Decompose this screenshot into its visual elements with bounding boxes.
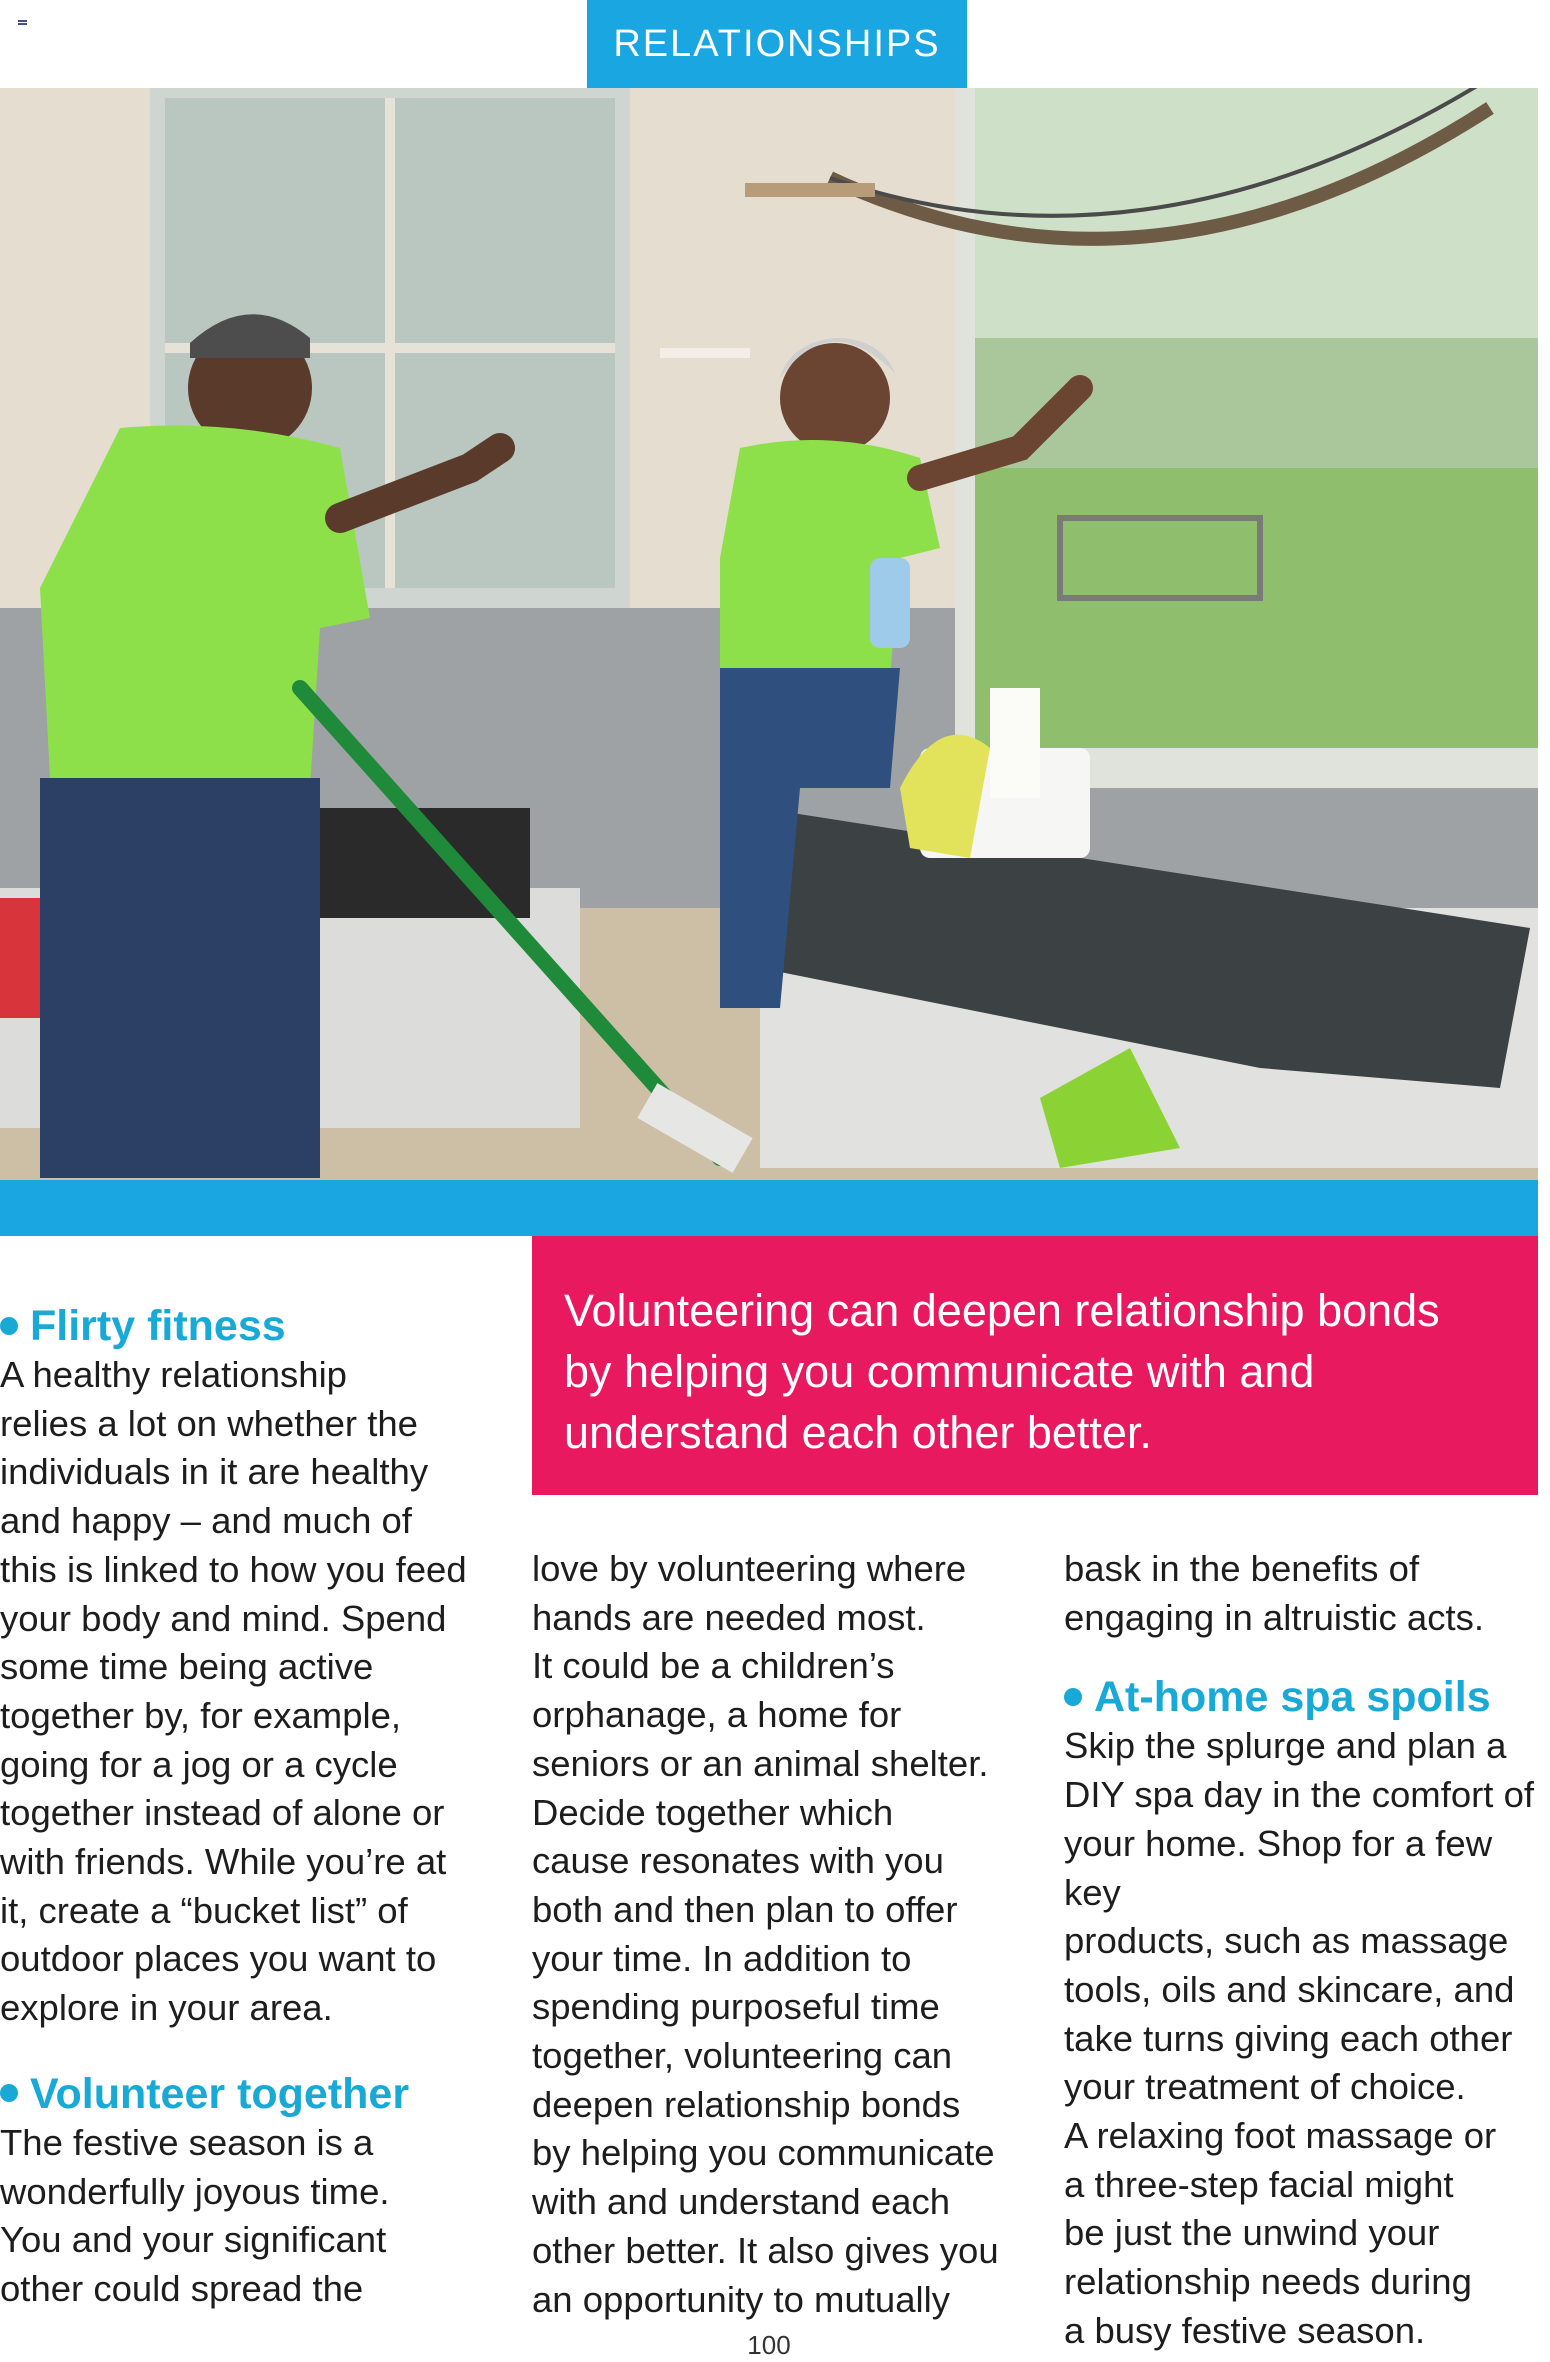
text-line: The festive season is a (0, 2121, 374, 2163)
text-line: A healthy relationship (0, 1354, 347, 1395)
article-column-1 (0, 1301, 520, 2314)
accent-band (0, 1180, 1538, 1236)
text-line: it, create a “bucket list” of (0, 1889, 408, 1931)
article-column-3 (1064, 1545, 1550, 2356)
bullet-icon (1064, 1688, 1082, 1706)
heading-volunteer-together: Volunteer together (0, 2069, 520, 2119)
text-line: You and your significant (0, 2219, 387, 2261)
text-line: with and understand each (532, 2181, 951, 2223)
section-label: RELATIONSHIPS (613, 22, 941, 65)
text-line: cause resonates with you (532, 1840, 944, 1882)
hero-photo (0, 88, 1538, 1180)
bullet-icon (0, 2084, 18, 2102)
text-line: your treatment of choice. (1064, 2066, 1466, 2108)
text-line: explore in your area. (0, 1987, 333, 2029)
text-line: be just the unwind your (1064, 2212, 1440, 2254)
bullet-icon (0, 1317, 18, 1335)
text-line: bask in the benefits of (1064, 1548, 1420, 1589)
text-line: relationship needs during (1064, 2261, 1472, 2303)
article-column-2 (532, 1545, 1042, 2324)
text-line: products, such as massage (1064, 1920, 1509, 1962)
text-line: A relaxing foot massage or (1064, 2115, 1497, 2157)
text-line: together, volunteering can (532, 2035, 953, 2077)
text-line: going for a jog or a cycle (0, 1743, 398, 1785)
pull-quote-line: Volunteering can deepen relationship bonds (564, 1285, 1440, 1336)
text-line: It could be a children’s (532, 1645, 895, 1687)
text-line: hands are needed most. (532, 1596, 926, 1638)
pull-quote-line: understand each other better. (564, 1407, 1152, 1458)
text-line: other could spread the (0, 2267, 364, 2309)
text-line: your time. In addition to (532, 1937, 912, 1979)
text-line: deepen relationship bonds (532, 2083, 961, 2125)
text-line: an opportunity to mutually (532, 2278, 950, 2320)
text-line: together instead of alone or (0, 1792, 445, 1834)
text-line: with friends. While you’re at (0, 1841, 447, 1883)
heading-flirty-fitness: Flirty fitness (0, 1301, 520, 1351)
heading-at-home-spa-spoils: At-home spa spoils (1064, 1672, 1550, 1722)
text-line: tools, oils and skincare, and (1064, 1968, 1515, 2010)
page-number: 100 (747, 2330, 791, 2360)
text-line: your body and mind. Spend (0, 1597, 447, 1639)
text-line: other better. It also gives you (532, 2229, 999, 2271)
text-line: a busy festive season. (1064, 2309, 1426, 2351)
text-line: both and then plan to offer (532, 1888, 958, 1930)
text-line: love by volunteering where (532, 1548, 967, 1589)
text-line: together by, for example, (0, 1694, 402, 1736)
text-line: spending purposeful time (532, 1986, 940, 2028)
text-line: seniors or an animal shelter. (532, 1742, 989, 1784)
text-line: this is linked to how you feed (0, 1548, 467, 1590)
corner-mark-icon (18, 20, 27, 26)
text-line: engaging in altruistic acts. (1064, 1596, 1484, 1638)
text-line: DIY spa day in the comfort of (1064, 1774, 1535, 1816)
text-line: your home. Shop for a few key (1064, 1822, 1493, 1913)
text-line: orphanage, a home for (532, 1694, 902, 1736)
paragraph-volunteer-together (0, 2119, 520, 2314)
pull-quote-line: by helping you communicate with and (564, 1346, 1315, 1397)
section-tab (587, 0, 967, 88)
text-line: some time being active (0, 1646, 374, 1688)
text-line: individuals in it are healthy (0, 1451, 429, 1493)
pull-quote (532, 1236, 1538, 1495)
paragraph-flirty-fitness (0, 1351, 520, 2033)
text-line: relies a lot on whether the (0, 1402, 418, 1444)
text-line: by helping you communicate (532, 2132, 995, 2174)
text-line: wonderfully joyous time. (0, 2170, 390, 2212)
text-line: and happy – and much of (0, 1500, 412, 1542)
text-line: Decide together which (532, 1791, 894, 1833)
volunteers-cleaning-illustration (0, 88, 1538, 1180)
text-line: a three-step facial might (1064, 2163, 1454, 2205)
text-line: outdoor places you want to (0, 1938, 437, 1980)
text-line: take turns giving each other (1064, 2017, 1513, 2059)
text-line: Skip the splurge and plan a (1064, 1725, 1507, 1767)
